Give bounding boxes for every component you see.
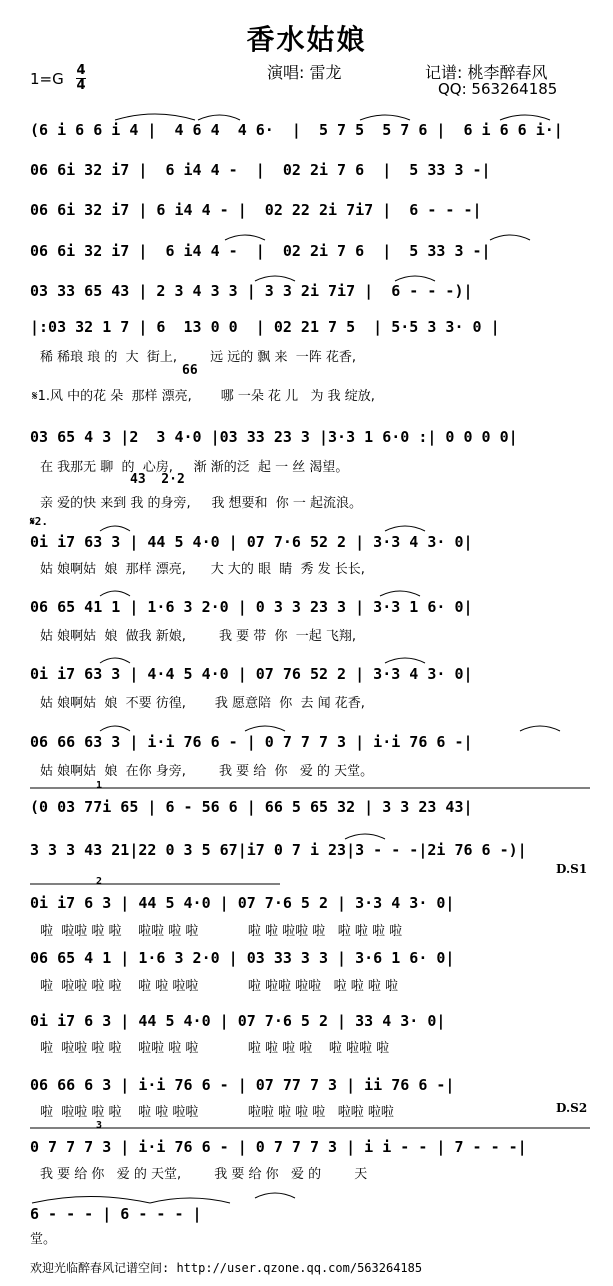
score-line-11: 06 66 63 3 | i·i 76 6 - | 0 7 7 7 3 | i·i 76 6 -| — [30, 733, 473, 751]
ds1-mark: D.S1 — [556, 862, 588, 876]
score-line-4: 06 6i 32 i7 | 6 i4 4 - | 02 2i 7 6 | 5 33 3 -| — [30, 242, 491, 260]
score-line-18: 0 7 7 7 3 | i·i 76 6 - | 0 7 7 7 3 | i i - - | 7 - - -| — [30, 1138, 527, 1156]
variant-notes-2: 43 2·2 — [130, 472, 185, 487]
lyric-line-11: 啦 啦啦 啦 啦 啦啦 啦 啦 啦 啦 啦 啦 啦 啦啦 啦 — [40, 1041, 390, 1056]
lyric-line-13: 我 要 给 你 爱 的 天堂, 我 要 给 你 爱 的 天 — [40, 1167, 368, 1182]
time-signature — [76, 64, 86, 93]
time-signature-bottom: 4 — [76, 78, 86, 93]
lyric-line-2: 𝄋1.风 中的花 朵 那样 漂亮, 哪 一朵 花 儿 为 我 绽放, — [32, 389, 375, 404]
variant-notes-1: 66 — [182, 363, 198, 378]
score-line-8: 0i i7 63 3 | 44 5 4·0 | 07 7·6 52 2 | 3·3 4 3· 0| — [30, 533, 473, 551]
score-line-19: 6 - - - | 6 - - - | — [30, 1205, 202, 1223]
time-signature-top: 4 — [76, 63, 86, 78]
score-line-15: 06 65 4 1 | 1·6 3 2·0 | 03 33 3 3 | 3·6 1 6· 0| — [30, 949, 455, 967]
lyric-line-12: 啦 啦啦 啦 啦 啦 啦 啦啦 啦啦 啦 啦 啦 啦啦 啦啦 — [40, 1105, 394, 1120]
page-title: 香水姑娘 — [246, 23, 367, 56]
lyric-line-4: 亲 爱的快 来到 我 的身旁, 我 想要和 你 一 起流浪。 — [40, 496, 362, 511]
score-line-10: 0i i7 63 3 | 4·4 5 4·0 | 07 76 52 2 | 3·3 4 3· 0| — [30, 665, 473, 683]
score-line-6: |:03 32 1 7 | 6 13 0 0 | 02 21 7 5 | 5·5 3 3· 0 | — [30, 318, 500, 336]
scribe-credit: 记谱: 桃李醉春风 — [425, 63, 548, 82]
score-line-5: 03 33 65 43 | 2 3 4 3 3 | 3 3 2i 7i7 | 6 - - -)| — [30, 282, 473, 300]
score-line-2: 06 6i 32 i7 | 6 i4 4 - | 02 2i 7 6 | 5 33 3 -| — [30, 161, 491, 179]
volta-3-label: 3 — [96, 1120, 103, 1131]
lyric-line-14: 堂。 — [30, 1232, 57, 1247]
score-line-14: 0i i7 6 3 | 44 5 4·0 | 07 7·6 5 2 | 3·3 4 3· 0| — [30, 894, 455, 912]
score-line-7: 03 65 4 3 |2 3 4·0 |03 33 23 3 |3·3 1 6·0 :| 0 0 0 0| — [30, 428, 518, 446]
lyric-line-9: 啦 啦啦 啦 啦 啦啦 啦 啦 啦 啦 啦啦 啦 啦 啦 啦 啦 — [40, 924, 403, 939]
lyric-line-8: 姑 娘啊姑 娘 在你 身旁, 我 要 给 你 爱 的 天堂。 — [40, 764, 374, 779]
volta-1-label: 1 — [96, 780, 103, 791]
lyric-line-7: 姑 娘啊姑 娘 不要 彷徨, 我 愿意陪 你 去 闻 花香, — [40, 696, 365, 711]
lyric-line-10: 啦 啦啦 啦 啦 啦 啦 啦啦 啦 啦啦 啦啦 啦 啦 啦 啦 — [40, 979, 398, 994]
score-line-9: 06 65 41 1 | 1·6 3 2·0 | 0 3 3 23 3 | 3·3 1 6· 0| — [30, 598, 473, 616]
lyric-line-5: 姑 娘啊姑 娘 那样 漂亮, 大 大的 眼 睛 秀 发 长长, — [40, 562, 365, 577]
lyric-line-3: 在 我那无 聊 的 心房, 渐 渐的泛 起 一 丝 渴望。 — [40, 460, 349, 475]
key-signature: 1=G — [30, 70, 64, 88]
score-line-3: 06 6i 32 i7 | 6 i4 4 - | 02 22 2i 7i7 | 6 - - -| — [30, 201, 482, 219]
footer-text: 欢迎光临醉春风记谱空间: http://user.qzone.qq.com/563264185 — [30, 1261, 423, 1275]
volta-2-label: 2 — [96, 876, 103, 887]
lyric-line-6: 姑 娘啊姑 娘 做我 新娘, 我 要 带 你 一起 飞翔, — [40, 629, 357, 644]
ds2-mark: D.S2 — [556, 1101, 588, 1115]
singer-credit: 演唱: 雷龙 — [267, 63, 342, 82]
score-line-13: 3 3 3 43 21|22 0 3 5 67|i7 0 7 i 23|3 - - -|2i 76 6 -)| — [30, 841, 527, 859]
score-line-12: (0 03 77i 65 | 6 - 56 6 | 66 5 65 32 | 3 3 23 43| — [30, 798, 473, 816]
score-line-16: 0i i7 6 3 | 44 5 4·0 | 07 7·6 5 2 | 33 4 3· 0| — [30, 1012, 446, 1030]
segno-2-mark: 𝄋2. — [30, 515, 48, 528]
lyric-line-1: 稀 稀琅 琅 的 大 街上, 远 远的 飘 来 一阵 花香, — [40, 350, 357, 365]
score-line-1: (6 i 6 6 i 4 | 4 6 4 4 6· | 5 7 5 5 7 6 | 6 i 6 6 i·| — [30, 121, 563, 139]
qq-number: QQ: 563264185 — [438, 80, 558, 98]
score-line-17: 06 66 6 3 | i·i 76 6 - | 07 77 7 3 | ii 76 6 -| — [30, 1076, 455, 1094]
